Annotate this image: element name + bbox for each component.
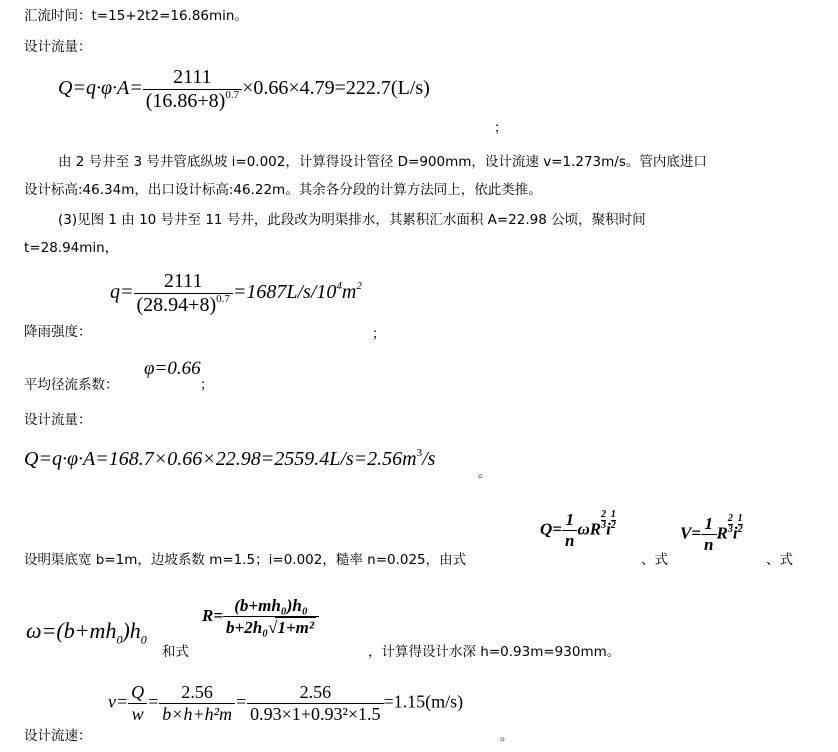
text-depth-result: ，计算得设计水深 h=0.93m=930mm。: [368, 644, 621, 660]
text-channel-params-end: 、式: [766, 552, 793, 568]
eq2-rhs: =1687L/s/10: [232, 281, 337, 304]
eq6-body: R: [716, 523, 728, 543]
eq5-r-exp-num: 2: [601, 509, 607, 520]
equation-manning-q: [540, 510, 616, 551]
eq9-f1-den: w: [131, 704, 144, 724]
eq1-den-exponent: 0.7: [225, 89, 240, 101]
eq9-fraction-2: [159, 682, 235, 725]
eq5-i-exp-num: 1: [610, 509, 616, 520]
equation-rain-intensity: [110, 270, 362, 317]
eq5-body: ωR: [577, 519, 602, 539]
eq4-tail: /s: [422, 448, 436, 470]
eq6-r-exp-num: 2: [727, 513, 733, 524]
eq1-lhs: Q=q·φ·A=: [58, 77, 143, 100]
eq9-fraction-3: [247, 682, 383, 725]
text-runoff-coef-label: 平均径流系数：: [24, 377, 119, 393]
text-design-velocity-label: 设计流速：: [24, 728, 92, 744]
text-channel-params-mid: 、式: [641, 552, 668, 568]
eq6-denominator: n: [704, 535, 714, 555]
eq6-fraction: [701, 514, 716, 555]
eq2-numerator: 2111: [134, 270, 233, 294]
eq9-fraction-1: [128, 682, 147, 725]
eq9-f3-den: 0.93×1+0.93²×1.5: [250, 704, 381, 724]
eq4-text: Q=q·φ·A=168.7×0.66×22.98=2559.4L/s=2.56m: [24, 448, 417, 470]
eq9-period: 。: [500, 728, 514, 744]
eq6-i-exp-num: 1: [737, 513, 743, 524]
eq7-sub2: 0: [140, 632, 147, 647]
eq9-lhs: v=: [108, 691, 129, 712]
eq1-semicolon: ；: [494, 120, 508, 136]
eq7-text: ω=(b+mh: [26, 618, 117, 643]
eq7-sub: 0: [116, 632, 123, 647]
equation-manning-v: [680, 514, 743, 555]
eq2-rhs-unit-exponent: 2: [356, 280, 362, 293]
eq2-lhs: q=: [110, 281, 134, 304]
eq2-denominator: (28.94+8): [136, 294, 217, 316]
text-and-formula: 和式: [162, 644, 189, 660]
eq8-den-root: 1+m²: [277, 618, 314, 637]
eq5-r-exp-den: 3: [601, 520, 607, 531]
text-paragraph-pipe-1: 由 2 号井至 3 号井管底纵坡 i=0.002，计算得设计管径 D=900mm，设计流速 v=1.273m/s。管内底进口: [58, 154, 707, 170]
equation-design-flow-2: [24, 448, 435, 471]
eq9-f2-den: b×h+h²m: [162, 704, 232, 724]
text-design-flow-label-2: 设计流量：: [24, 412, 92, 428]
equation-design-flow-1: [58, 66, 430, 113]
eq2-den-exponent: 0.7: [216, 293, 230, 305]
eq6-i-exp-den: 2: [737, 524, 743, 535]
eq9-f1-num: Q: [128, 682, 147, 704]
eq5-denominator: n: [564, 531, 575, 551]
eq8-lhs: R=: [202, 605, 224, 625]
equation-area: [26, 618, 147, 647]
equation-design-velocity: v= $\frac{Q}{w}$ = $\frac{2.56}{\text{b×h+h²m}}$ = $\frac{2.56}{\text{0.93×1+0.93²×1.5}}$ =1.15(m/s): [108, 682, 464, 724]
eq6-lhs: V=: [680, 523, 702, 543]
eq7-mid: )h: [122, 618, 141, 643]
eq2-fraction: [134, 270, 233, 317]
eq8-fraction: $\frac{\text{(b+mh₀)h₀}}{\text{b+2h₀√1+m²}}$: [223, 596, 319, 638]
text-rain-intensity-label: 降雨强度：: [24, 324, 92, 340]
eq2-rhs-unit: m: [341, 281, 357, 304]
eq5-i-exponent: [611, 510, 616, 531]
text-confluence-time: 汇流时间：t=15+2t2=16.86min。: [24, 8, 248, 24]
eq6-i-exponent: [738, 514, 743, 535]
eq5-fraction: [562, 510, 577, 551]
text-paragraph-channel-1: (3)见图 1 由 10 号井至 11 号井，此段改为明渠排水，其累积汇水面积 A=22.98 公顷，聚积时间: [58, 212, 646, 228]
eq1-denominator: (16.86+8): [145, 90, 226, 112]
eq8-den-a: b+2h₀: [226, 618, 269, 637]
text-design-flow-label-1: 设计流量：: [24, 39, 92, 55]
eq2-semicolon: ；: [372, 326, 386, 342]
eq6-i: i: [732, 523, 738, 543]
eq1-numerator: 2111: [143, 66, 242, 90]
eq2-rhs-exponent: 4: [336, 280, 342, 293]
eq6-numerator: 1: [701, 514, 716, 535]
eq5-i-exp-den: 2: [610, 520, 616, 531]
eq4-period: 。: [478, 465, 492, 481]
equation-runoff-coef: φ=0.66: [144, 358, 201, 379]
eq8-numerator: (b+mh₀)h₀: [223, 596, 319, 617]
equation-hydraulic-radius: [202, 596, 319, 638]
eq9-rhs: =1.15(m/s): [383, 691, 464, 712]
eq3-semicolon: ；: [200, 377, 214, 393]
eq9-f3-num: 2.56: [247, 682, 383, 704]
eq6-r-exp-den: 3: [727, 524, 733, 535]
eq1-fraction: [143, 66, 242, 113]
eq4-exponent: 3: [416, 447, 423, 459]
text-channel-params: 设明渠底宽 b=1m，边坡系数 m=1.5；i=0.002，糙率 n=0.025，由式: [24, 552, 467, 568]
eq9-f2-num: 2.56: [159, 682, 235, 704]
eq1-rhs: ×0.66×4.79=222.7(L/s): [242, 77, 430, 100]
eq5-numerator: 1: [562, 510, 577, 531]
eq5-i: i: [606, 519, 611, 539]
text-paragraph-channel-2: t=28.94min，: [24, 240, 119, 256]
eq5-lhs: Q=: [540, 519, 562, 539]
text-paragraph-pipe-2: 设计标高:46.34m，出口设计标高:46.22m。其余各分段的计算方法同上，依此类推。: [24, 182, 542, 198]
